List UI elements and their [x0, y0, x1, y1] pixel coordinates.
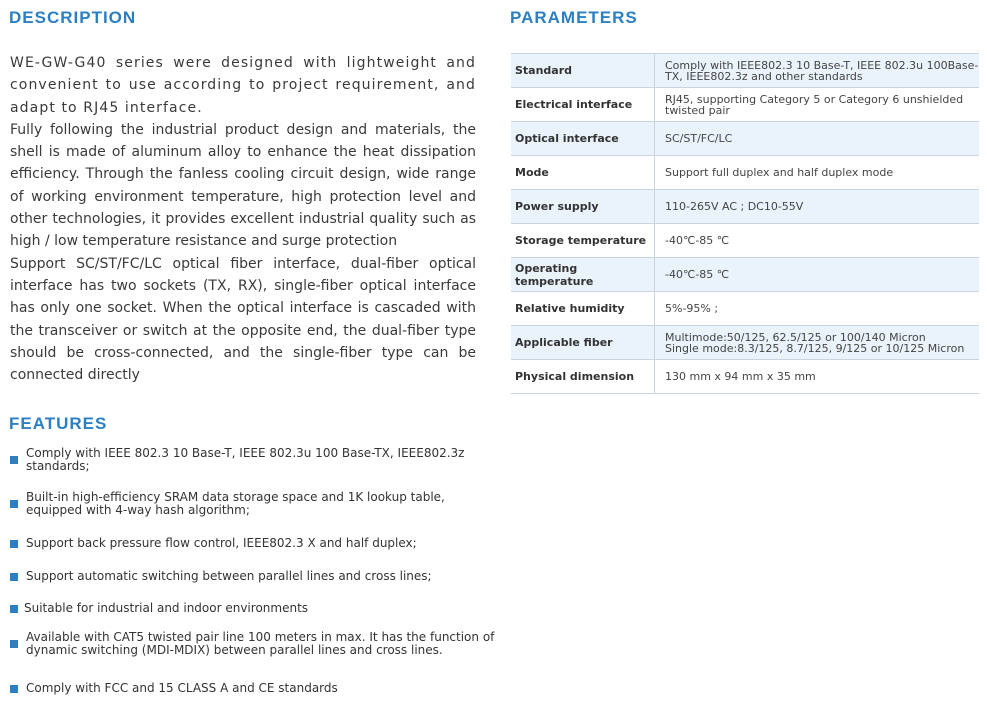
feature-item — [10, 491, 466, 517]
description-body — [10, 52, 476, 386]
param-label: Optical interface — [511, 122, 655, 155]
param-value: Support full duplex and half duplex mode — [665, 166, 894, 179]
features-heading: FEATURES — [9, 414, 108, 433]
square-bullet-icon — [10, 605, 18, 613]
param-label: Electrical interface — [511, 88, 655, 121]
feature-text: Support back pressure flow control, IEEE802.3 X and half duplex; — [26, 536, 417, 550]
table-row — [511, 190, 979, 224]
square-bullet-icon — [10, 500, 18, 508]
feature-item — [10, 570, 432, 583]
description-paragraph: WE-GW-G40 series were designed with lightweight and convenient to use according to project requirement, and adapt to RJ45 interface. — [10, 55, 476, 116]
table-row — [511, 360, 979, 394]
feature-text: Available with CAT5 twisted pair line 100 meters in max. It has the function of dynamic switching (MDI-MDIX) between parallel lines and cross lines. — [26, 630, 495, 657]
description-heading: DESCRIPTION — [9, 8, 137, 27]
description-paragraph: Support SC/ST/FC/LC optical fiber interface, dual-fiber optical interface has two sockets (TX, RX), single-fiber optical interface has only one socket. When the optical interface is cascaded with the transceiver or switch at the opposite end, the dual-fiber type should be cross-connected, and the single-fiber type can be connected directly — [10, 255, 476, 384]
param-label: Power supply — [511, 190, 655, 223]
param-label: Mode — [511, 156, 655, 189]
param-label: Physical dimension — [511, 360, 655, 393]
table-row — [511, 156, 979, 190]
feature-text: Support automatic switching between parallel lines and cross lines; — [26, 569, 432, 583]
table-row — [511, 326, 979, 360]
param-value: RJ45, supporting Category 5 or Category 6 unshielded twisted pair — [665, 92, 964, 117]
square-bullet-icon — [10, 640, 18, 648]
param-label: Operating temperature — [511, 258, 655, 291]
table-row — [511, 224, 979, 258]
table-row — [511, 258, 979, 292]
param-value: -40℃-85 ℃ — [665, 234, 730, 247]
param-label: Storage temperature — [511, 224, 655, 257]
feature-item — [10, 631, 496, 657]
feature-text: Suitable for industrial and indoor environments — [24, 601, 309, 615]
parameters-heading: PARAMETERS — [510, 8, 638, 27]
param-value: Comply with IEEE802.3 10 Base-T, IEEE 802.3u 100Base-TX, IEEE802.3z and other standards — [655, 54, 979, 87]
parameters-table — [511, 53, 979, 394]
feature-item — [10, 447, 476, 473]
square-bullet-icon — [10, 685, 18, 693]
table-row — [511, 122, 979, 156]
feature-text: Comply with FCC and 15 CLASS A and CE standards — [26, 681, 338, 695]
param-value: Multimode:50/125, 62.5/125 or 100/140 Micron Single mode:8.3/125, 8.7/125, 9/125 or 10/125 Micron — [655, 326, 979, 359]
param-label: Relative humidity — [511, 292, 655, 325]
param-value: 130 mm x 94 mm x 35 mm — [665, 370, 816, 383]
table-row — [511, 88, 979, 122]
feature-text: Comply with IEEE 802.3 10 Base-T, IEEE 802.3u 100 Base-TX, IEEE802.3z standards; — [26, 446, 465, 473]
param-value: SC/ST/FC/LC — [655, 122, 979, 155]
square-bullet-icon — [10, 573, 18, 581]
param-value: 5%-95% ; — [665, 302, 719, 315]
feature-item — [10, 537, 417, 550]
feature-text: Built-in high-efficiency SRAM data storage space and 1K lookup table, equipped with 4-way hash algorithm; — [26, 490, 445, 517]
table-row — [511, 292, 979, 326]
square-bullet-icon — [10, 456, 18, 464]
description-paragraph: Fully following the industrial product design and materials, the shell is made of aluminum alloy to enhance the heat dissipation efficiency. Through the fanless cooling circuit design, wide range of working environment temperature, high protection level and other technologies, it provides excellent industrial quality such as high / low temperature resistance and surge protection — [10, 121, 476, 250]
square-bullet-icon — [10, 540, 18, 548]
param-label: Standard — [511, 54, 655, 87]
param-value: -40℃-85 ℃ — [655, 258, 979, 291]
table-row — [511, 54, 979, 88]
feature-item — [10, 682, 338, 695]
param-value: 110-265V AC ; DC10-55V — [655, 190, 979, 223]
param-label: Applicable fiber — [511, 326, 655, 359]
feature-item — [10, 602, 308, 615]
